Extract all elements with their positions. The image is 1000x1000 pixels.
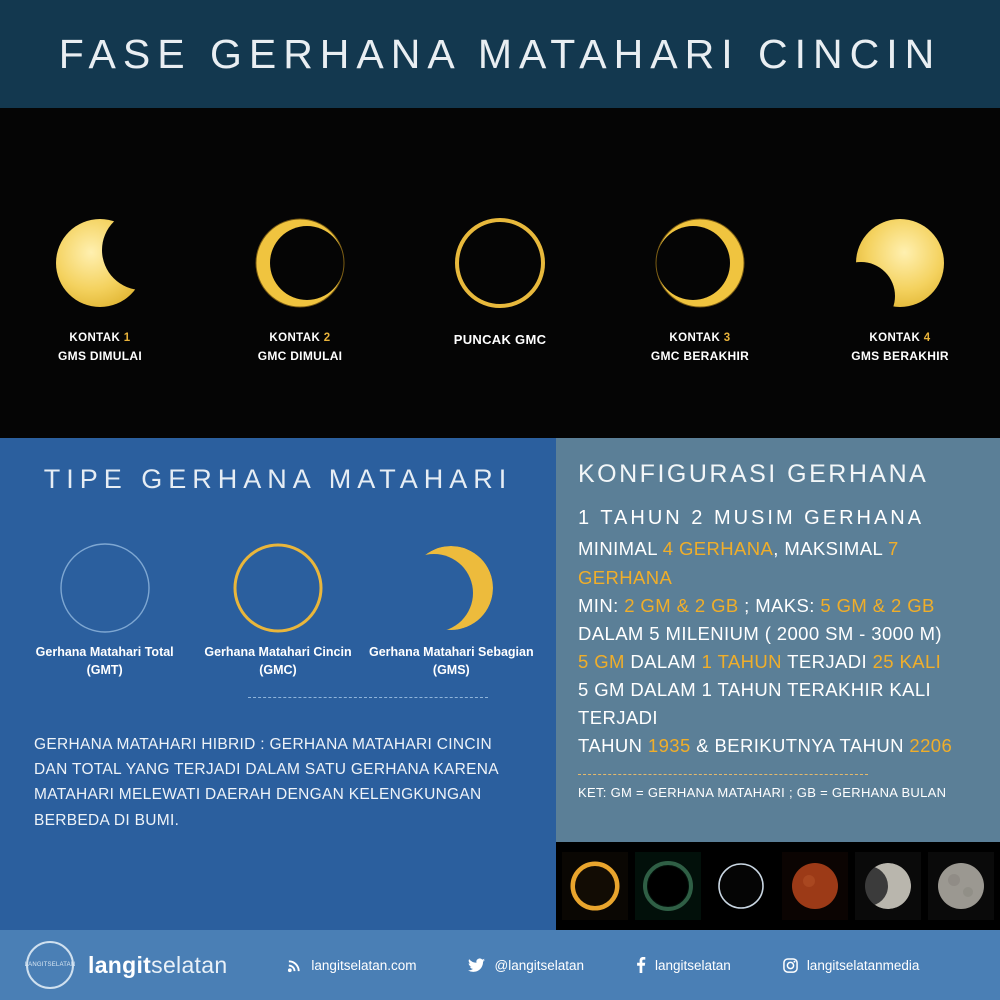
eclipse-configuration-panel — [556, 438, 1000, 930]
thumb-annular-eclipse — [562, 852, 628, 920]
ring-icon — [195, 533, 360, 643]
config-line-6: 5 GM DALAM 1 TAHUN TERAKHIR KALI TERJADI — [578, 678, 932, 729]
divider — [248, 697, 488, 698]
eclipse-types-list — [0, 533, 556, 679]
phase-caption-bottom: GMS BERAKHIR — [851, 349, 949, 363]
config-line-4: DALAM 5 MILENIUM ( 2000 SM - 3000 M) — [578, 622, 942, 644]
sun-bite-left-icon — [45, 208, 155, 318]
thumb-green-corona-eclipse — [635, 852, 701, 920]
phase-kontak-3 — [605, 208, 795, 363]
config-line-5: 5 GM DALAM 1 TAHUN TERJADI 25 KALI — [578, 650, 942, 672]
type-label: Gerhana Matahari Cincin (GMC) — [204, 645, 352, 678]
configuration-body — [578, 503, 980, 760]
social-links — [287, 957, 919, 973]
phases-section — [0, 108, 1000, 438]
type-gmt — [22, 533, 187, 679]
phase-caption-bottom: GMC BERAKHIR — [650, 349, 750, 363]
social-link-facebook[interactable] — [636, 957, 731, 973]
social-link-twitter[interactable] — [468, 958, 584, 973]
ring-thin-right-icon — [645, 208, 755, 318]
thumb-gibbous-moon — [855, 852, 921, 920]
phase-caption-top: KONTAK 3 — [669, 332, 731, 344]
rss-icon — [287, 958, 302, 973]
phase-kontak-1 — [5, 208, 195, 363]
social-label: langitselatan.com — [311, 957, 417, 973]
instagram-icon — [783, 958, 798, 973]
type-label: Gerhana Matahari Total (GMT) — [35, 645, 174, 678]
thumb-total-eclipse-dark — [708, 852, 774, 920]
phase-kontak-2 — [205, 208, 395, 363]
type-gmc — [195, 533, 360, 679]
phase-kontak-4 — [805, 208, 995, 363]
logo-text: LANGITSELATAN — [24, 961, 76, 968]
social-link-instagram[interactable] — [783, 958, 920, 973]
configuration-title: KONFIGURASI GERHANA — [578, 460, 929, 488]
social-label: langitselatanmedia — [806, 957, 920, 973]
social-label: langitselatan — [655, 957, 731, 973]
hybrid-description: GERHANA MATAHARI HIBRID : GERHANA MATAHARI CINCIN DAN TOTAL YANG TERJADI DALAM SATU GERHANA KARENA MATAHARI MELEWATI DAERAH DENGAN KELENGKUNGAN BERBEDA DI BUMI. — [34, 736, 499, 829]
phase-caption-top: KONTAK 2 — [269, 332, 331, 344]
ring-thin-left-icon — [245, 208, 355, 318]
twitter-icon — [468, 958, 485, 973]
legend-note: KET: GM = GERHANA MATAHARI ; GB = GERHANA BULAN — [578, 785, 947, 801]
facebook-icon — [636, 957, 646, 973]
crescent-icon — [369, 533, 534, 643]
langitselatan-logo-icon — [26, 941, 74, 989]
type-label: Gerhana Matahari Sebagian (GMS) — [368, 645, 534, 678]
dark-disc-icon — [22, 533, 187, 643]
phase-caption-bottom: PUNCAK GMC — [453, 332, 547, 347]
footer-bar — [0, 930, 1000, 1000]
brand-name: langitselatan — [88, 951, 228, 978]
thumb-full-moon — [928, 852, 994, 920]
eclipse-photo-strip — [556, 842, 1000, 930]
config-line-7: TAHUN 1935 & BERIKUTNYA TAHUN 2206 — [578, 735, 953, 757]
header-bar — [0, 0, 1000, 108]
phase-caption-bottom: GMS DIMULAI — [58, 349, 142, 363]
eclipse-types-title: TIPE GERHANA MATAHARI — [43, 464, 513, 494]
social-link-website[interactable] — [287, 958, 416, 973]
config-line-2: MINIMAL 4 GERHANA, MAKSIMAL 7 GERHANA — [578, 538, 899, 588]
phase-caption-bottom: GMC DIMULAI — [257, 349, 343, 363]
ring-even-icon — [445, 208, 555, 318]
thumb-blood-moon — [782, 852, 848, 920]
sun-bite-right-icon — [845, 208, 955, 318]
phase-caption-top: KONTAK 4 — [869, 332, 931, 344]
page-title: FASE GERHANA MATAHARI CINCIN — [58, 30, 942, 77]
phase-caption-top: KONTAK 1 — [69, 332, 131, 344]
phase-puncak — [405, 208, 595, 347]
config-line-1: 1 TAHUN 2 MUSIM GERHANA — [578, 507, 925, 529]
social-label: @langitselatan — [494, 957, 584, 973]
divider — [578, 774, 868, 775]
eclipse-types-panel — [0, 438, 556, 930]
type-gms — [369, 533, 534, 679]
config-line-3: MIN: 2 GM & 2 GB ; MAKS: 5 GM & 2 GB — [578, 594, 935, 616]
